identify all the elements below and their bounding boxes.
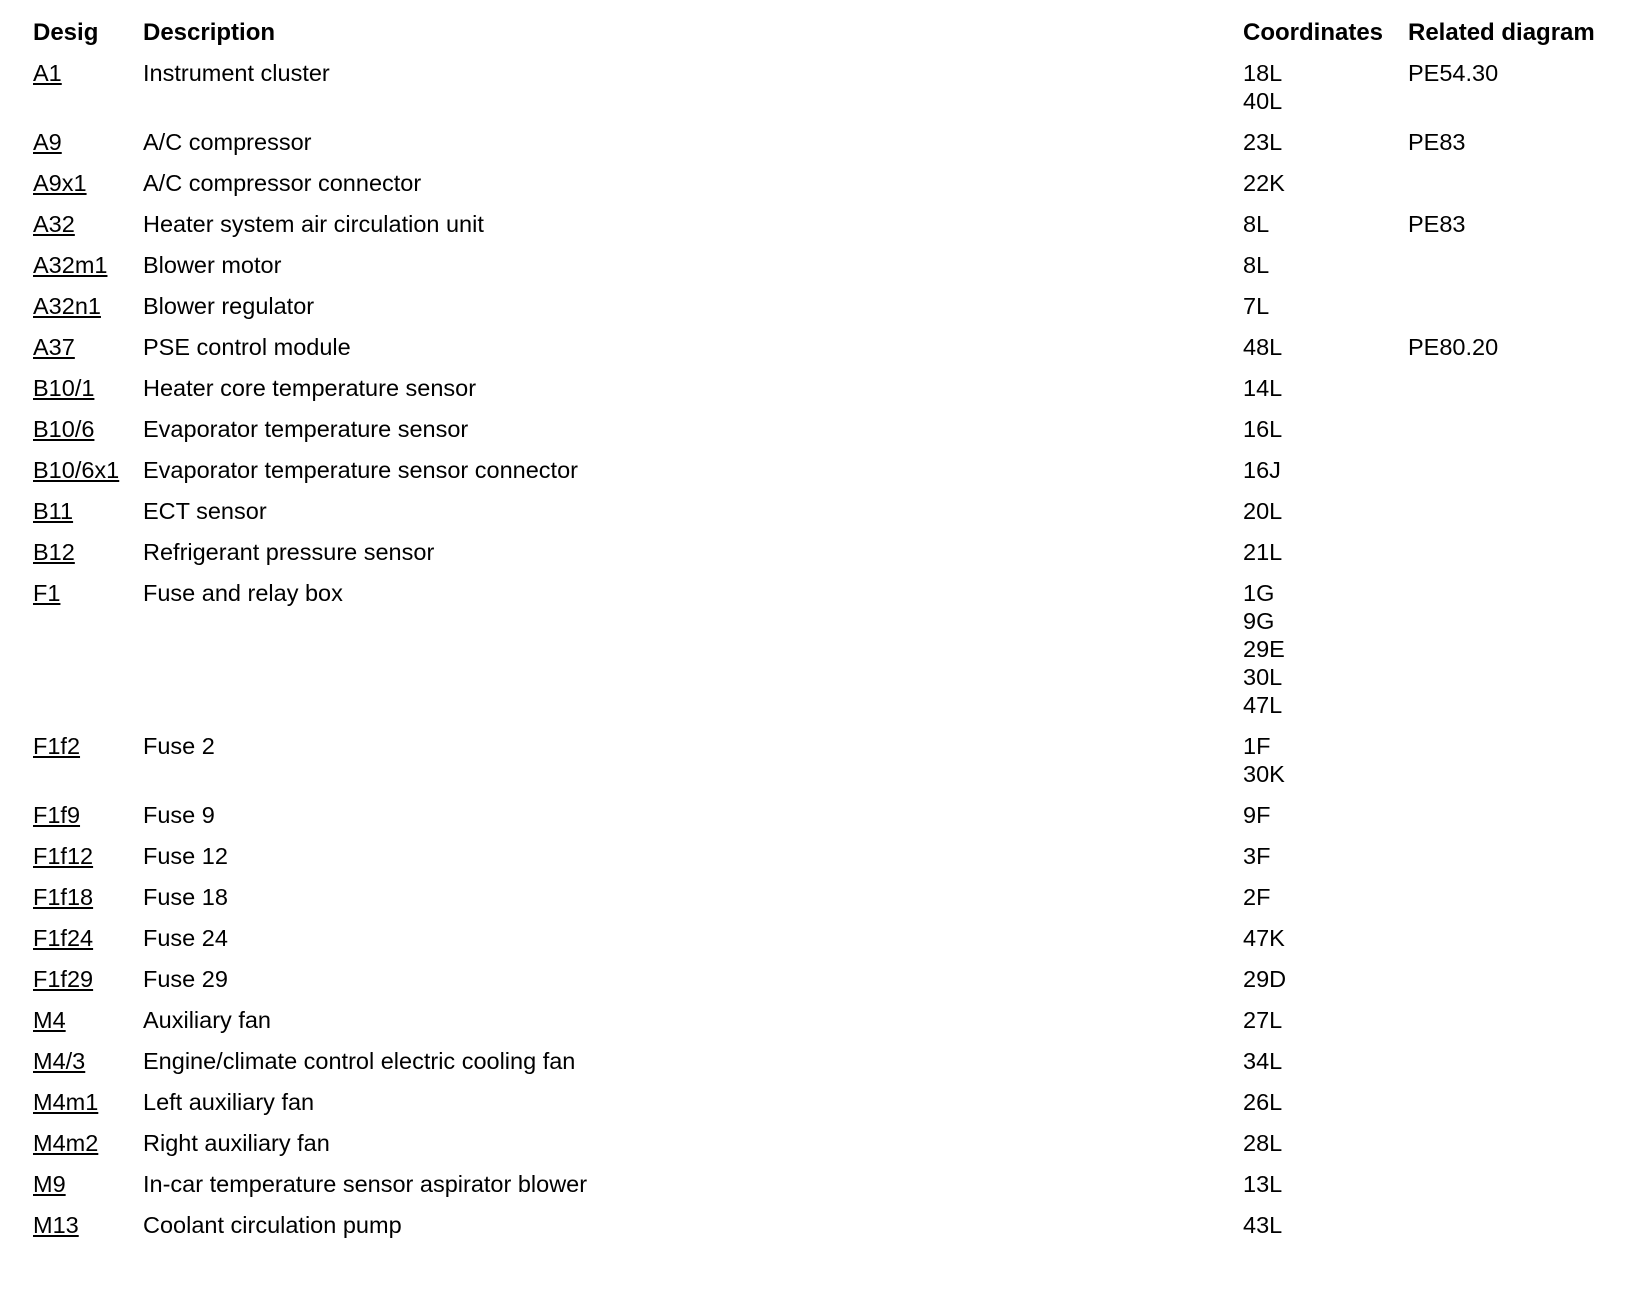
- desig-link[interactable]: A37: [33, 334, 75, 360]
- table-row: [25, 533, 1615, 574]
- table-row: [25, 54, 1615, 123]
- table-row: [25, 1165, 1615, 1206]
- header-coordinates: Coordinates: [1243, 19, 1384, 46]
- table-row: [25, 328, 1615, 369]
- related-diagram-cell: [1400, 837, 1615, 878]
- desig-link[interactable]: A32: [33, 211, 75, 237]
- coordinate-value: 18L: [1243, 60, 1283, 86]
- description-cell: Evaporator temperature sensor: [143, 416, 469, 442]
- desig-link[interactable]: F1f24: [33, 925, 94, 951]
- table-row: [25, 1083, 1615, 1124]
- coordinate-value: 30L: [1243, 664, 1283, 690]
- coordinate-value: 1G: [1243, 580, 1275, 606]
- desig-cell: [25, 727, 135, 796]
- description-cell: Blower regulator: [143, 293, 315, 319]
- desig-cell: [25, 123, 135, 164]
- description-cell: Fuse 12: [143, 843, 228, 869]
- related-diagram-cell: [1400, 533, 1615, 574]
- coordinate-value: 22K: [1243, 170, 1285, 196]
- related-diagram-cell: [1400, 164, 1615, 205]
- description-cell: Engine/climate control electric cooling fan: [143, 1048, 576, 1074]
- coordinate-value: 40L: [1243, 88, 1283, 114]
- desig-link[interactable]: F1f12: [33, 843, 94, 869]
- desig-cell: [25, 1165, 135, 1206]
- related-diagram-cell: [1400, 878, 1615, 919]
- coordinates-cell: [1235, 1083, 1400, 1124]
- coordinate-value: 9F: [1243, 802, 1271, 828]
- coordinate-value: 1F: [1243, 733, 1271, 759]
- related-diagram-cell: [1400, 1083, 1615, 1124]
- related-diagram-cell: [1400, 960, 1615, 1001]
- related-diagram-cell: [1400, 796, 1615, 837]
- coordinate-value: 27L: [1243, 1007, 1283, 1033]
- description-cell: A/C compressor connector: [143, 170, 422, 196]
- description-cell: A/C compressor: [143, 129, 312, 155]
- coordinates-cell: [1235, 837, 1400, 878]
- related-diagram-cell: [1400, 574, 1615, 727]
- coordinates-cell: [1235, 919, 1400, 960]
- coordinates-cell: [1235, 960, 1400, 1001]
- table-row: [25, 1206, 1615, 1247]
- description-cell: Evaporator temperature sensor connector: [143, 457, 578, 483]
- description-cell: Right auxiliary fan: [143, 1130, 330, 1156]
- desig-cell: [25, 451, 135, 492]
- desig-cell: [25, 492, 135, 533]
- related-diagram-cell: [1400, 1001, 1615, 1042]
- related-diagram-cell: [1400, 727, 1615, 796]
- table-row: [25, 369, 1615, 410]
- table-row: [25, 837, 1615, 878]
- desig-cell: [25, 1083, 135, 1124]
- related-diagram-cell: [1400, 1124, 1615, 1165]
- related-diagram-cell: [1400, 1042, 1615, 1083]
- coordinate-value: 43L: [1243, 1212, 1283, 1238]
- desig-cell: [25, 205, 135, 246]
- coordinates-cell: [1235, 1042, 1400, 1083]
- coordinate-value: 28L: [1243, 1130, 1283, 1156]
- desig-cell: [25, 837, 135, 878]
- coordinate-value: 13L: [1243, 1171, 1283, 1197]
- related-diagram-cell: PE54.30: [1408, 60, 1499, 86]
- coordinate-value: 30K: [1243, 761, 1285, 787]
- coordinates-cell: [1235, 1165, 1400, 1206]
- table-row: [25, 410, 1615, 451]
- coordinates-cell: [1235, 246, 1400, 287]
- table-row: [25, 1001, 1615, 1042]
- table-row: [25, 796, 1615, 837]
- table-row: [25, 727, 1615, 796]
- desig-cell: [25, 1001, 135, 1042]
- related-diagram-cell: [1400, 451, 1615, 492]
- table-row: [25, 205, 1615, 246]
- coordinates-cell: [1235, 369, 1400, 410]
- desig-cell: [25, 796, 135, 837]
- desig-link[interactable]: A1: [33, 60, 62, 86]
- header-desig: Desig: [33, 19, 99, 46]
- coordinates-cell: [1235, 123, 1400, 164]
- related-diagram-cell: [1400, 919, 1615, 960]
- coordinate-value: 26L: [1243, 1089, 1283, 1115]
- desig-link[interactable]: A32n1: [33, 293, 101, 319]
- coordinates-cell: [1235, 205, 1400, 246]
- desig-cell: [25, 960, 135, 1001]
- table-row: [25, 919, 1615, 960]
- coordinate-value: 14L: [1243, 375, 1283, 401]
- table-row: [25, 492, 1615, 533]
- table-row: [25, 287, 1615, 328]
- coordinates-cell: [1235, 492, 1400, 533]
- desig-link[interactable]: M9: [33, 1171, 66, 1197]
- desig-link[interactable]: B10/1: [33, 375, 95, 401]
- coordinate-value: 34L: [1243, 1048, 1283, 1074]
- desig-link[interactable]: F1f2: [33, 733, 81, 759]
- desig-link[interactable]: F1f29: [33, 966, 94, 992]
- related-diagram-cell: [1400, 410, 1615, 451]
- desig-link[interactable]: F1f18: [33, 884, 94, 910]
- desig-cell: [25, 369, 135, 410]
- table-row: [25, 246, 1615, 287]
- description-cell: Refrigerant pressure sensor: [143, 539, 435, 565]
- desig-cell: [25, 533, 135, 574]
- coordinate-value: 8L: [1243, 211, 1270, 237]
- desig-cell: [25, 1124, 135, 1165]
- coordinate-value: 29D: [1243, 966, 1287, 992]
- coordinates-cell: [1235, 1206, 1400, 1247]
- desig-link[interactable]: A9: [33, 129, 62, 155]
- coordinates-cell: [1235, 328, 1400, 369]
- table-row: [25, 1042, 1615, 1083]
- related-diagram-cell: [1400, 1206, 1615, 1247]
- desig-link[interactable]: B11: [33, 498, 74, 524]
- description-cell: In-car temperature sensor aspirator blower: [143, 1171, 588, 1197]
- table-row: [25, 574, 1615, 727]
- desig-link[interactable]: F1f9: [33, 802, 81, 828]
- desig-link[interactable]: F1: [33, 580, 61, 606]
- coordinates-cell: [1235, 1001, 1400, 1042]
- header-related-diagram: Related diagram: [1408, 19, 1595, 46]
- description-cell: Heater core temperature sensor: [143, 375, 477, 401]
- header-description: Description: [143, 19, 276, 46]
- desig-cell: [25, 878, 135, 919]
- related-diagram-cell: [1400, 369, 1615, 410]
- description-cell: Heater system air circulation unit: [143, 211, 484, 237]
- coordinate-value: 29E: [1243, 636, 1285, 662]
- coordinates-cell: [1235, 54, 1400, 123]
- description-cell: ECT sensor: [143, 498, 267, 524]
- coordinate-value: 47K: [1243, 925, 1285, 951]
- desig-cell: [25, 1042, 135, 1083]
- table-row: [25, 878, 1615, 919]
- related-diagram-cell: PE83: [1408, 211, 1466, 237]
- desig-cell: [25, 164, 135, 205]
- coordinates-cell: [1235, 878, 1400, 919]
- desig-link[interactable]: B10/6x1: [33, 457, 120, 483]
- desig-link[interactable]: M4: [33, 1007, 66, 1033]
- desig-cell: [25, 1206, 135, 1247]
- table-row: [25, 1124, 1615, 1165]
- desig-link[interactable]: B12: [33, 539, 75, 565]
- coordinates-cell: [1235, 533, 1400, 574]
- description-cell: Fuse 24: [143, 925, 228, 951]
- coordinate-value: 3F: [1243, 843, 1271, 869]
- coordinates-cell: [1235, 410, 1400, 451]
- desig-cell: [25, 54, 135, 123]
- description-cell: Instrument cluster: [143, 60, 330, 86]
- coordinates-cell: [1235, 1124, 1400, 1165]
- related-diagram-cell: [1400, 246, 1615, 287]
- description-cell: PSE control module: [143, 334, 351, 360]
- desig-link[interactable]: B10/6: [33, 416, 95, 442]
- related-diagram-cell: [1400, 287, 1615, 328]
- table-row: [25, 451, 1615, 492]
- table-row: [25, 960, 1615, 1001]
- coordinate-value: 48L: [1243, 334, 1283, 360]
- description-cell: Left auxiliary fan: [143, 1089, 315, 1115]
- description-cell: Fuse 9: [143, 802, 215, 828]
- coordinates-cell: [1235, 796, 1400, 837]
- coordinate-value: 8L: [1243, 252, 1270, 278]
- coordinate-value: 16L: [1243, 416, 1283, 442]
- table-row: [25, 164, 1615, 205]
- component-table: [25, 14, 1615, 1247]
- description-cell: Fuse 29: [143, 966, 228, 992]
- related-diagram-cell: PE80.20: [1408, 334, 1499, 360]
- description-cell: Blower motor: [143, 252, 282, 278]
- desig-link[interactable]: M4m1: [33, 1089, 99, 1115]
- table-body: [25, 54, 1615, 1247]
- desig-link[interactable]: M13: [33, 1212, 79, 1238]
- desig-cell: [25, 574, 135, 727]
- description-cell: Auxiliary fan: [143, 1007, 271, 1033]
- description-cell: Fuse 18: [143, 884, 228, 910]
- coordinate-value: 20L: [1243, 498, 1283, 524]
- coordinate-value: 47L: [1243, 692, 1283, 718]
- related-diagram-cell: [1400, 1165, 1615, 1206]
- header-row: [25, 14, 1615, 54]
- related-diagram-cell: [1400, 492, 1615, 533]
- desig-cell: [25, 410, 135, 451]
- coordinate-value: 7L: [1243, 293, 1270, 319]
- coordinate-value: 21L: [1243, 539, 1283, 565]
- coordinates-cell: [1235, 727, 1400, 796]
- description-cell: Coolant circulation pump: [143, 1212, 402, 1238]
- coordinate-value: 16J: [1243, 457, 1281, 483]
- coordinates-cell: [1235, 287, 1400, 328]
- desig-cell: [25, 919, 135, 960]
- desig-link[interactable]: A9x1: [33, 170, 87, 196]
- desig-link[interactable]: A32m1: [33, 252, 108, 278]
- coordinates-cell: [1235, 451, 1400, 492]
- desig-link[interactable]: M4/3: [33, 1048, 86, 1074]
- desig-cell: [25, 246, 135, 287]
- desig-cell: [25, 287, 135, 328]
- desig-cell: [25, 328, 135, 369]
- coordinate-value: 9G: [1243, 608, 1275, 634]
- description-cell: Fuse and relay box: [143, 580, 343, 606]
- coordinates-cell: [1235, 164, 1400, 205]
- coordinates-cell: [1235, 574, 1400, 727]
- desig-link[interactable]: M4m2: [33, 1130, 99, 1156]
- related-diagram-cell: PE83: [1408, 129, 1466, 155]
- description-cell: Fuse 2: [143, 733, 215, 759]
- coordinate-value: 23L: [1243, 129, 1283, 155]
- coordinate-value: 2F: [1243, 884, 1271, 910]
- table-row: [25, 123, 1615, 164]
